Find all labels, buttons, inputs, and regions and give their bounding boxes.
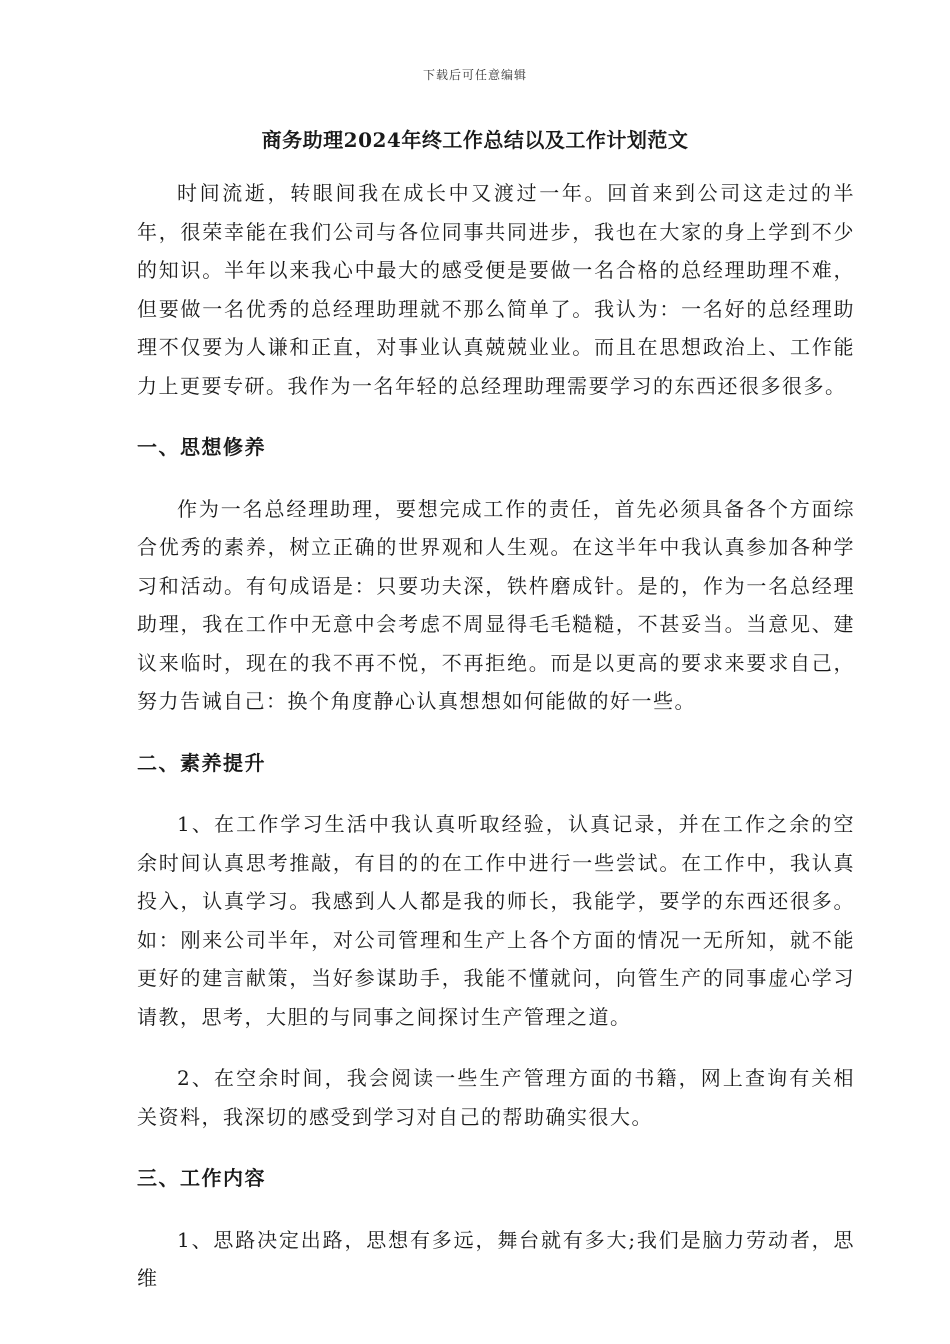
section-heading-2: 二、素养提升	[137, 750, 266, 775]
header-note: 下载后可任意编辑	[422, 68, 527, 82]
section-heading-3: 三、工作内容	[137, 1166, 266, 1190]
document-body	[137, 174, 855, 1298]
document-title: 商务助理2024年终工作总结以及工作计划范文	[261, 128, 689, 152]
section-3-paragraph-1: 1、思路决定出路，思想有多远，舞台就有多大;我们是脑力劳动者，思维	[137, 1227, 855, 1290]
section-2-paragraph-1: 1、在工作学习生活中我认真听取经验，认真记录，并在工作之余的空余时间认真思考推敲，有目的的在工作中进行一些尝试。在工作中，我认真投入，认真学习。我感到人人都是我的师长，我能学，要学的东西还很多。如：刚来公司半年，对公司管理和生产上各个方面的情况一无所知，就不能更好的建言献策，当好参谋助手，我能不懂就问，向管生产的同事虚心学习请教，思考，大胆的与同事之间探讨生产管理之道。	[137, 812, 855, 1029]
section-2-paragraph-2: 2、在空余时间，我会阅读一些生产管理方面的书籍，网上查询有关相关资料，我深切的感受到学习对自己的帮助确实很大。	[137, 1066, 855, 1129]
section-heading-1: 一、思想修养	[137, 435, 266, 459]
intro-paragraph: 时间流逝，转眼间我在成长中又渡过一年。回首来到公司这走过的半年，很荣幸能在我们公司与各位同事共同进步，我也在大家的身上学到不少的知识。半年以来我心中最大的感受便是要做一名合格的总经理助理不难，但要做一名优秀的总经理助理就不那么简单了。我认为：一名好的总经理助理不仅要为人谦和正直，对事业认真兢兢业业。而且在思想政治上、工作能力上更要专研。我作为一名年轻的总经理助理需要学习的东西还很多很多。	[137, 181, 855, 398]
section-1-paragraph-1: 作为一名总经理助理，要想完成工作的责任，首先必须具备各个方面综合优秀的素养，树立正确的世界观和人生观。在这半年中我认真参加各种学习和活动。有句成语是：只要功夫深，铁杵磨成针。是的，作为一名总经理助理，我在工作中无意中会考虑不周显得毛毛糙糙，不甚妥当。当意见、建议来临时，现在的我不再不悦，不再拒绝。而是以更高的要求来要求自己，努力告诫自己：换个角度静心认真想想如何能做的好一些。	[137, 496, 855, 713]
